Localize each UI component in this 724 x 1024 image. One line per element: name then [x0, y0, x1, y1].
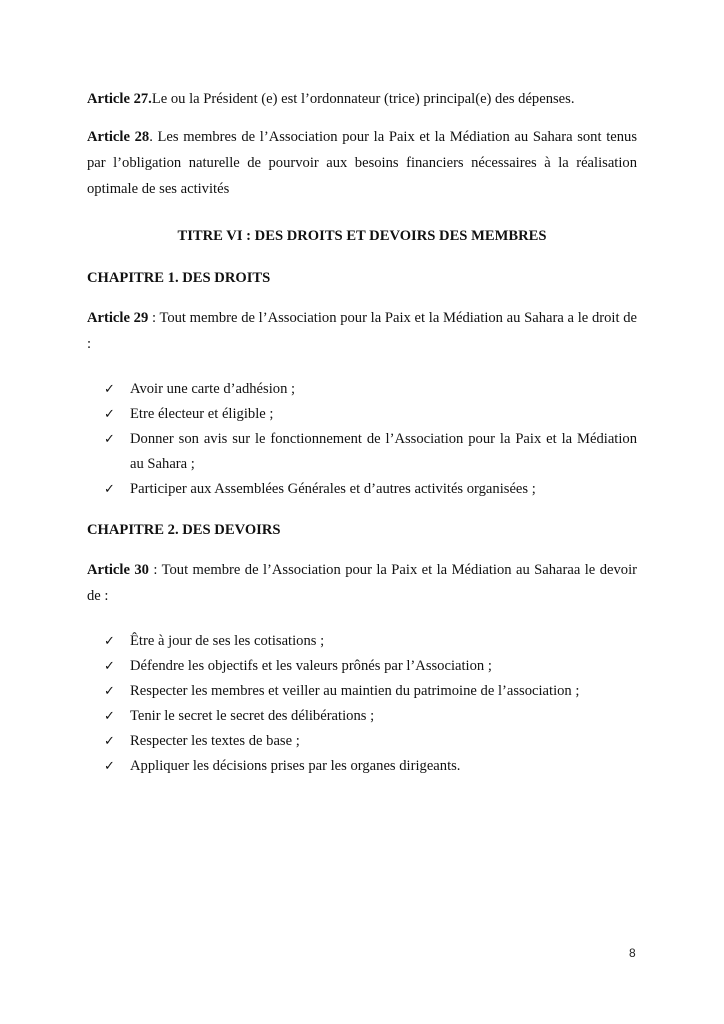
article-28-text: . Les membres de l’Association pour la Paix et la Médiation au Sahara sont tenus par l’obligation naturelle de pourvoir aux besoins financiers nécessaires à la réalisation optimale de ses activités: [87, 129, 637, 197]
rights-list: [87, 377, 637, 502]
checkmark-icon: ✓: [104, 482, 115, 497]
list-item: [87, 402, 637, 427]
list-item: [87, 754, 637, 779]
page-number: 8: [629, 946, 636, 960]
checkmark-icon: ✓: [104, 684, 115, 699]
list-item: [87, 654, 637, 679]
list-item-text: Tenir le secret le secret des délibérations ;: [130, 708, 375, 724]
article-27-text: Le ou la Président (e) est l’ordonnateur (trice) principal(e) des dépenses.: [151, 91, 575, 107]
list-item-text: Donner son avis sur le fonctionnement de l’Association pour la Paix et la Médiation au Sahara ;: [130, 431, 637, 472]
article-30-text: : Tout membre de l’Association pour la Paix et la Médiation au Saharaa le devoir de :: [87, 562, 637, 604]
checkmark-icon: ✓: [104, 432, 115, 447]
list-item-text: Être à jour de ses les cotisations ;: [130, 633, 325, 649]
chapter-1-heading: CHAPITRE 1. DES DROITS: [87, 270, 271, 286]
checkmark-icon: ✓: [104, 382, 115, 397]
article-27-paragraph: [87, 86, 637, 112]
duties-list: [87, 629, 637, 779]
checkmark-icon: ✓: [104, 634, 115, 649]
list-item-text: Défendre les objectifs et les valeurs prônés par l’Association ;: [130, 658, 492, 674]
list-item: [87, 704, 637, 729]
checkmark-icon: ✓: [104, 734, 115, 749]
article-29-text: : Tout membre de l’Association pour la Paix et la Médiation au Sahara a le droit de :: [87, 310, 638, 352]
article-30-paragraph: [87, 557, 637, 609]
checkmark-icon: ✓: [104, 759, 115, 774]
checkmark-icon: ✓: [104, 659, 115, 674]
article-29-paragraph: [87, 305, 637, 357]
list-item: [87, 477, 637, 502]
article-29-label: Article 29: [87, 310, 149, 326]
chapter-2-heading: CHAPITRE 2. DES DEVOIRS: [87, 522, 281, 538]
list-item-text: Etre électeur et éligible ;: [130, 406, 274, 422]
list-item: [87, 679, 637, 704]
article-28-paragraph: [87, 124, 637, 202]
checkmark-icon: ✓: [104, 709, 115, 724]
checkmark-icon: ✓: [104, 407, 115, 422]
list-item-text: Appliquer les décisions prises par les organes dirigeants.: [130, 758, 461, 774]
article-27-label: Article 27.: [87, 91, 152, 107]
list-item: [87, 377, 637, 402]
title-vi-heading: TITRE VI : DES DROITS ET DEVOIRS DES MEMBRES: [177, 228, 547, 244]
list-item: [87, 629, 637, 654]
list-item-text: Avoir une carte d’adhésion ;: [130, 381, 296, 397]
list-item-text: Respecter les textes de base ;: [130, 733, 300, 749]
list-item: [87, 427, 637, 477]
list-item-text: Respecter les membres et veiller au maintien du patrimoine de l’association ;: [130, 683, 580, 699]
article-28-label: Article 28: [87, 129, 150, 145]
list-item: [87, 729, 637, 754]
document-page: [87, 86, 637, 779]
list-item-text: Participer aux Assemblées Générales et d’autres activités organisées ;: [130, 481, 536, 497]
article-30-label: Article 30: [87, 562, 149, 578]
